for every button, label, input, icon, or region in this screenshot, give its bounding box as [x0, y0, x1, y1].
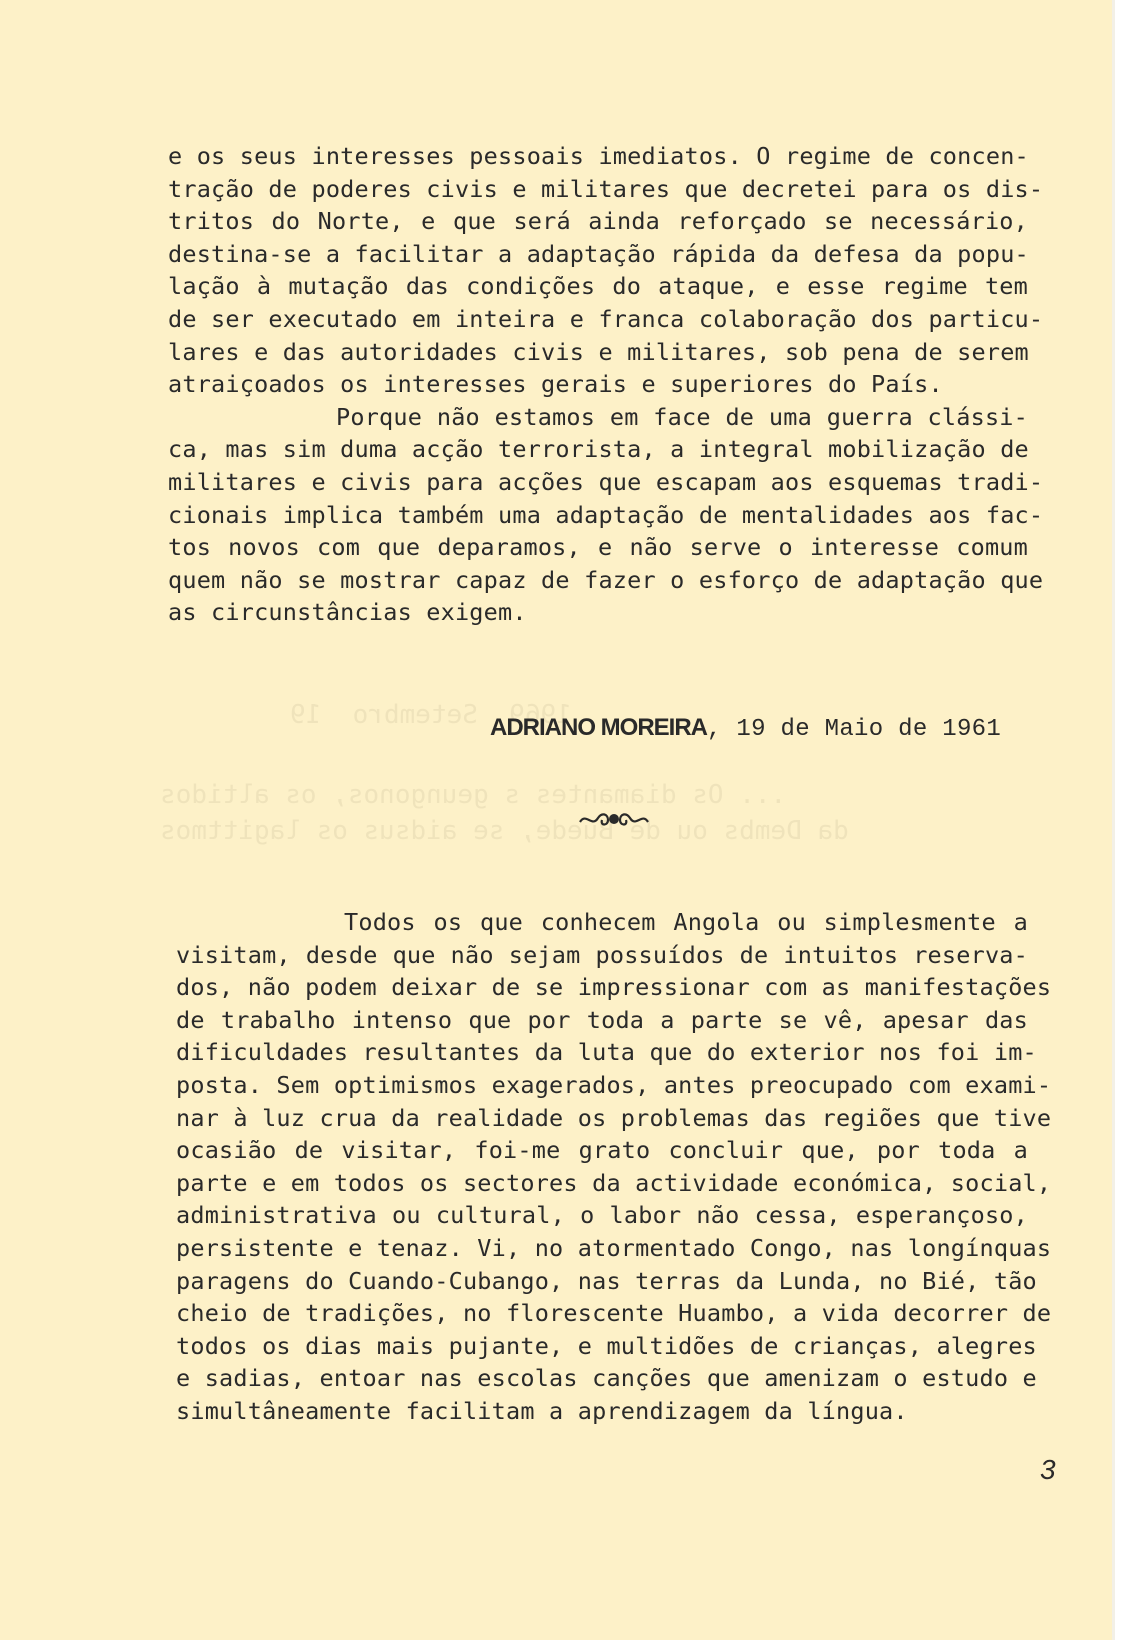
signature-date: , 19 de Maio de 1961 [707, 716, 1002, 743]
text-line: parte e em todos os sectores da actividade económica, social, [176, 1168, 1052, 1197]
text-line: cionais implica também uma adaptação de mentalidades aos fac- [168, 500, 1044, 529]
text-line: de trabalho intenso que por toda a parte se vê, apesar das [176, 1005, 1028, 1034]
text-line: ocasião de visitar, foi-me grato concluir que, por toda a [176, 1136, 1028, 1165]
page-number: 3 [1040, 1454, 1056, 1485]
text-line: lação à mutação das condições do ataque, e esse regime tem [168, 272, 1028, 301]
body-text-lower [176, 906, 1052, 1428]
text-line: administrativa ou cultural, o labor não cessa, esperançoso, [176, 1201, 1028, 1230]
ornamental-divider-icon [578, 808, 650, 830]
text-line: dos, não podem deixar de se impressionar com as manifestações [176, 973, 1052, 1002]
text-line: e sadias, entoar nas escolas canções que amenizam o estudo e [176, 1364, 1037, 1393]
text-line: ca, mas sim duma acção terrorista, a integral mobilização de [168, 435, 1029, 464]
text-line: tritos do Norte, e que será ainda reforçado se necessário, [168, 207, 1028, 236]
text-line: lares e das autoridades civis e militares, sob pena de serem [168, 337, 1029, 366]
text-line: quem não se mostrar capaz de fazer o esforço de adaptação que [168, 565, 1044, 594]
text-line: nar à luz crua da realidade os problemas das regiões que tive [176, 1103, 1052, 1132]
text-line: Todos os que conhecem Angola ou simplesmente a [344, 908, 1028, 936]
author-name: ADRIANO MOREIRA [490, 714, 707, 741]
text-line: militares e civis para acções que escapam aos esquemas tradi- [168, 467, 1044, 496]
bleed-through-text: ... Os diamantes s geungonos, os altidos [160, 780, 787, 810]
text-line: posta. Sem optimismos exagerados, antes preocupado com exami- [176, 1070, 1052, 1099]
text-line: dificuldades resultantes da luta que do exterior nos foi im- [176, 1038, 1037, 1067]
signature-line [490, 714, 1001, 743]
text-line: paragens do Cuando-Cubango, nas terras da Lunda, no Bié, tão [176, 1266, 1037, 1295]
text-line: Porque não estamos em face de uma guerra clássi- [336, 402, 1028, 431]
bleed-through-text: da Dembs ou de Buede, se aidsus os lagittmos [160, 816, 849, 846]
text-line: visitam, desde que não sejam possuídos de intuitos reserva- [176, 940, 1028, 969]
text-line: atraiçoados os interesses gerais e superiores do País. [168, 370, 943, 399]
text-line: cheio de tradições, no florescente Huambo, a vida decorrer de [176, 1299, 1052, 1328]
text-line: persistente e tenaz. Vi, no atormentado Congo, nas longínquas [176, 1233, 1052, 1262]
text-line: todos os dias mais pujante, e multidões de crianças, alegres [176, 1331, 1037, 1360]
text-line: as circunstâncias exigem. [168, 598, 527, 627]
bleed-through-text: 1969 Setembro 19 [290, 700, 572, 730]
text-line: destina-se a facilitar a adaptação rápida da defesa da popu- [168, 239, 1029, 268]
body-text-upper [168, 140, 1044, 629]
text-line: simultâneamente facilitam a aprendizagem da língua. [176, 1396, 908, 1425]
text-line: de ser executado em inteira e franca colaboração dos particu- [168, 304, 1044, 333]
text-line: tos novos com que deparamos, e não serve o interesse comum [168, 533, 1028, 562]
text-line: tração de poderes civis e militares que decretei para os dis- [168, 174, 1044, 203]
text-line: e os seus interesses pessoais imediatos. O regime de concen- [168, 142, 1029, 170]
